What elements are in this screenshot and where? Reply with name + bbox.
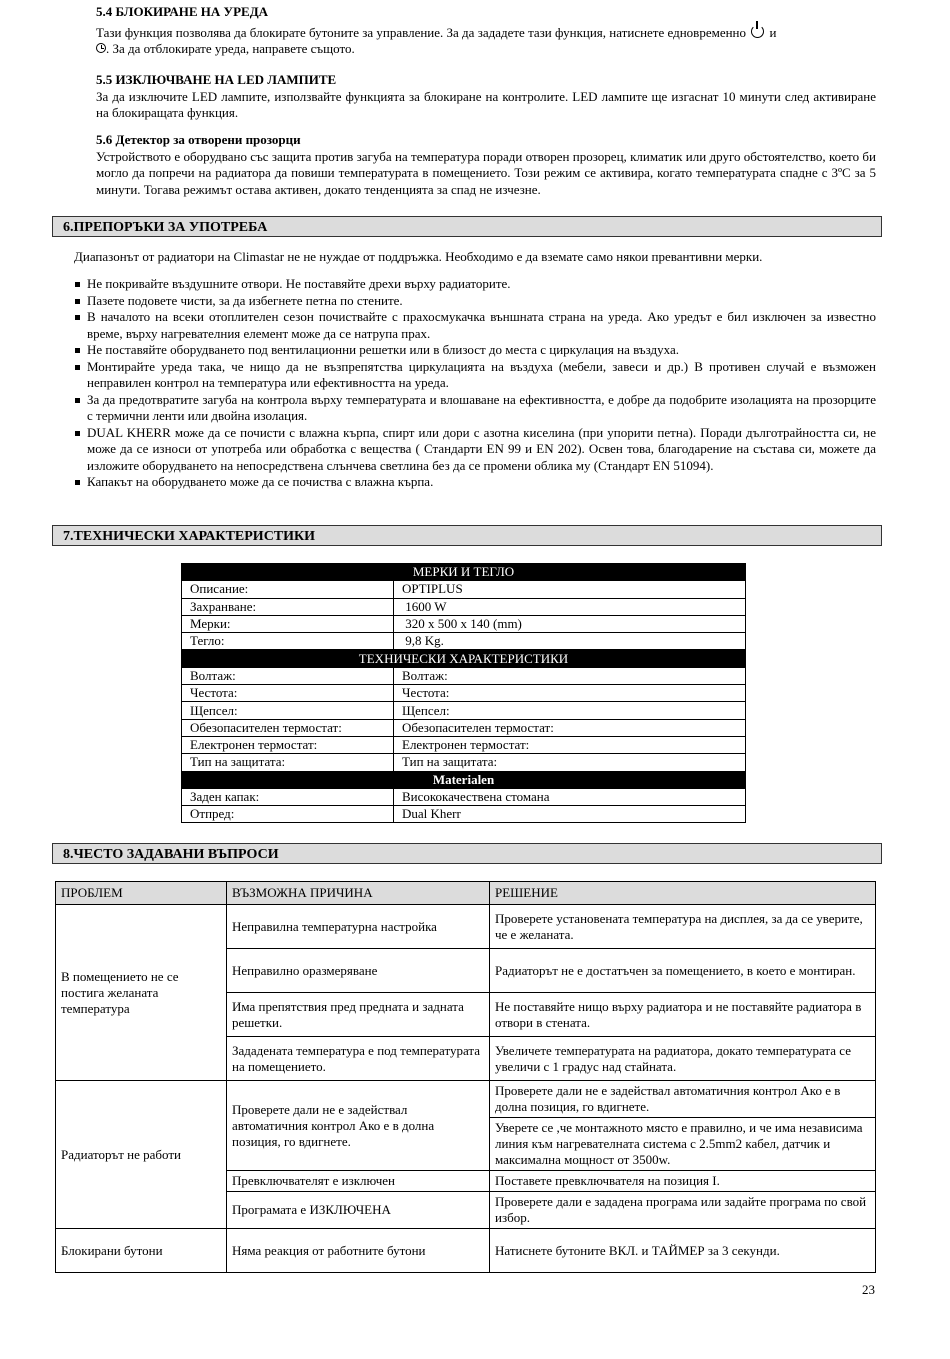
faq-solution: Не поставяйте нищо върху радиатора и не поставяйте радиатора в отвори в стената. — [490, 993, 876, 1037]
faq-solution: Проверете дали е зададена програма или задайте програма по свой избор. — [490, 1192, 876, 1229]
spec-label: Отпред: — [182, 806, 394, 823]
spec-value: Dual Kherr — [394, 806, 746, 823]
page-number: 23 — [862, 1282, 875, 1297]
spec-label: Тегло: — [182, 633, 394, 650]
list-item: Не поставяйте оборудването под вентилационни решетки или в близост до места с циркулация на въздуха. — [74, 342, 876, 359]
spec-group-header: Materialen — [182, 771, 746, 788]
table-row — [182, 667, 746, 684]
table-row — [182, 754, 746, 771]
section-5-6-title: 5.6 Детектор за отворени прозорци — [96, 132, 301, 147]
spec-value: Тип на защитата: — [394, 754, 746, 771]
table-row — [182, 581, 746, 598]
faq-table — [55, 881, 876, 1273]
faq-header-problem: ПРОБЛЕМ — [56, 882, 227, 905]
faq-solution: Увеличете температурата на радиатора, докато температурата се увеличи с 1 градус над стайната. — [490, 1037, 876, 1081]
section-5-4-title: 5.4 БЛОКИРАНЕ НА УРЕДА — [96, 4, 269, 19]
section-7-header: 7.ТЕХНИЧЕСКИ ХАРАКТЕРИСТИКИ — [52, 525, 882, 546]
list-item: Капакът на оборудването може да се почиства с влажна кърпа. — [74, 474, 876, 491]
faq-cause: Неправилна температурна настройка — [227, 905, 490, 949]
faq-problem: Блокирани бутони — [56, 1229, 227, 1273]
list-item: В началото на всеки отоплителен сезон почиствайте с прахосмукачка външната страна на уреда. Ако уредът е бил изключен за известно време, върху нагревателния елемент може да се натрупа прах. — [74, 309, 876, 342]
section-5-4-text-a: Тази функция позволява да блокирате бутоните за управление. За да зададете тази функция, натиснете едновременно — [96, 24, 746, 40]
section-5-4 — [96, 4, 876, 58]
list-item: Пазете подовете чисти, за да избегнете петна по стените. — [74, 293, 876, 310]
spec-label: Мерки: — [182, 615, 394, 632]
faq-solution: Уверете се ,че монтажното място е правилно, и че има независима линия към нагревателната система с 2.5mm2 кабел, датчик и максимална мощност от 3500w. — [490, 1118, 876, 1171]
spec-group-header: ТЕХНИЧЕСКИ ХАРАКТЕРИСТИКИ — [182, 650, 746, 667]
spec-value: 320 x 500 x 140 (mm) — [394, 615, 746, 632]
list-item: DUAL KHERR може да се почисти с влажна кърпа, спирт или дори с азотна киселина (при упорити петна). Поради дълготрайността си, не може да се износи от употреба или обработка с вещества ( Стандарти EN 99 и EN 202). Освен това, благодарение на състава си, можете да изложите оборудването на непосредствена слънчева светлина без да се промени облика му (Стандарт EN 51094). — [74, 425, 876, 475]
spec-label: Тип на защитата: — [182, 754, 394, 771]
faq-solution: Поставете превключвателя на позиция I. — [490, 1171, 876, 1192]
faq-cause: Неправилно оразмеряване — [227, 949, 490, 993]
section-5-4-text-b: и — [769, 24, 777, 40]
tips-list — [74, 276, 876, 491]
faq-cause: Няма реакция от работните бутони — [227, 1229, 490, 1273]
section-6-header: 6.ПРЕПОРЪКИ ЗА УПОТРЕБА — [52, 216, 882, 237]
faq-cause: Проверете дали не е задействал автоматичния контрол Ако е в долна позиция, го вдигнете. — [227, 1081, 490, 1171]
spec-value: OPTIPLUS — [394, 581, 746, 598]
list-item: Не покривайте въздушните отвори. Не поставяйте дрехи върху радиаторите. — [74, 276, 876, 293]
spec-group-header: МЕРКИ И ТЕГЛО — [182, 564, 746, 581]
spec-table — [181, 563, 746, 823]
spec-label: Щепсел: — [182, 702, 394, 719]
spec-label: Електронен термостат: — [182, 736, 394, 753]
table-row — [182, 615, 746, 632]
faq-problem: В помещението не се постига желаната температура — [56, 905, 227, 1081]
table-row — [56, 905, 876, 949]
spec-label: Обезопасителен термостат: — [182, 719, 394, 736]
section-5-5-title: 5.5 ИЗКЛЮЧВАНЕ НА LED ЛАМПИТЕ — [96, 72, 337, 87]
spec-value: Волтаж: — [394, 667, 746, 684]
table-row — [56, 1081, 876, 1118]
faq-solution: Проверете установената температура на дисплея, за да се уверите, че е желаната. — [490, 905, 876, 949]
table-row — [182, 598, 746, 615]
spec-value: Щепсел: — [394, 702, 746, 719]
power-icon — [751, 25, 764, 38]
faq-solution: Проверете дали не е задействал автоматичния контрол Ако е в долна позиция, го вдигнете. — [490, 1081, 876, 1118]
spec-value: Висококачествена стомана — [394, 788, 746, 805]
section-5-6-text: Устройството е оборудвано със защита против загуба на температура поради отворен прозорец, климатик или друго обстоятелство, което би могло да попречи на радиатора да повиши температурата в помещението. Този режим се активира, когато температурата спадне с 3ºC за 5 минути. Тогава режимът остава активен, докато тенденцията за спад не изчезне. — [96, 148, 876, 197]
table-row — [182, 788, 746, 805]
faq-header-cause: ВЪЗМОЖНА ПРИЧИНА — [227, 882, 490, 905]
faq-cause: Превключвателят е изключен — [227, 1171, 490, 1192]
spec-value: 1600 W — [394, 598, 746, 615]
table-row — [182, 736, 746, 753]
section-8-header: 8.ЧЕСТО ЗАДАВАНИ ВЪПРОСИ — [52, 843, 882, 864]
table-row — [182, 702, 746, 719]
list-item: За да предотвратите загуба на контрола върху температурата и влошаване на ефективността, е добре да подобрите изолацията на прозорците с термични ленти или двойна изолация. — [74, 392, 876, 425]
faq-problem: Радиаторът не работи — [56, 1081, 227, 1229]
spec-label: Честота: — [182, 685, 394, 702]
faq-header-solution: РЕШЕНИЕ — [490, 882, 876, 905]
table-row — [56, 1229, 876, 1273]
clock-icon — [96, 43, 106, 53]
spec-label: Заден капак: — [182, 788, 394, 805]
list-item: Монтирайте уреда така, че нищо да не възпрепятства циркулацията на въздуха (мебели, завеси и др.) В противен случай е възможен неправилен контрол на температура или ефективността на уреда. — [74, 359, 876, 392]
spec-label: Захранване: — [182, 598, 394, 615]
spec-value: 9,8 Kg. — [394, 633, 746, 650]
section-5-5 — [96, 72, 876, 122]
section-5-6 — [96, 132, 876, 198]
table-row — [182, 685, 746, 702]
section-5-4-text — [96, 25, 876, 58]
faq-cause: Зададената температура е под температурата на помещението. — [227, 1037, 490, 1081]
table-row — [182, 719, 746, 736]
faq-cause: Програмата е ИЗКЛЮЧЕНА — [227, 1192, 490, 1229]
table-row — [182, 806, 746, 823]
faq-solution: Натиснете бутоните ВКЛ. и ТАЙМЕР за 3 секунди. — [490, 1229, 876, 1273]
spec-value: Обезопасителен термостат: — [394, 719, 746, 736]
faq-solution: Радиаторът не е достатъчен за помещението, в което е монтиран. — [490, 949, 876, 993]
table-row — [182, 633, 746, 650]
section-6-intro: Диапазонът от радиатори на Climastar не не нуждае от поддръжка. Необходимо е да вземате само някои превантивни мерки. — [74, 249, 763, 264]
section-5-4-text-c: . За да отблокирате уреда, направете същото. — [106, 41, 355, 56]
faq-header-row — [56, 882, 876, 905]
faq-cause: Има препятствия пред предната и задната решетки. — [227, 993, 490, 1037]
spec-value: Честота: — [394, 685, 746, 702]
section-5-5-text: За да изключите LED лампите, използвайте функцията за блокиране на контролите. LED лампите ще изгаснат 10 минути след активиране на блокиращата функция. — [96, 88, 876, 120]
spec-label: Описание: — [182, 581, 394, 598]
spec-value: Електронен термостат: — [394, 736, 746, 753]
spec-label: Волтаж: — [182, 667, 394, 684]
